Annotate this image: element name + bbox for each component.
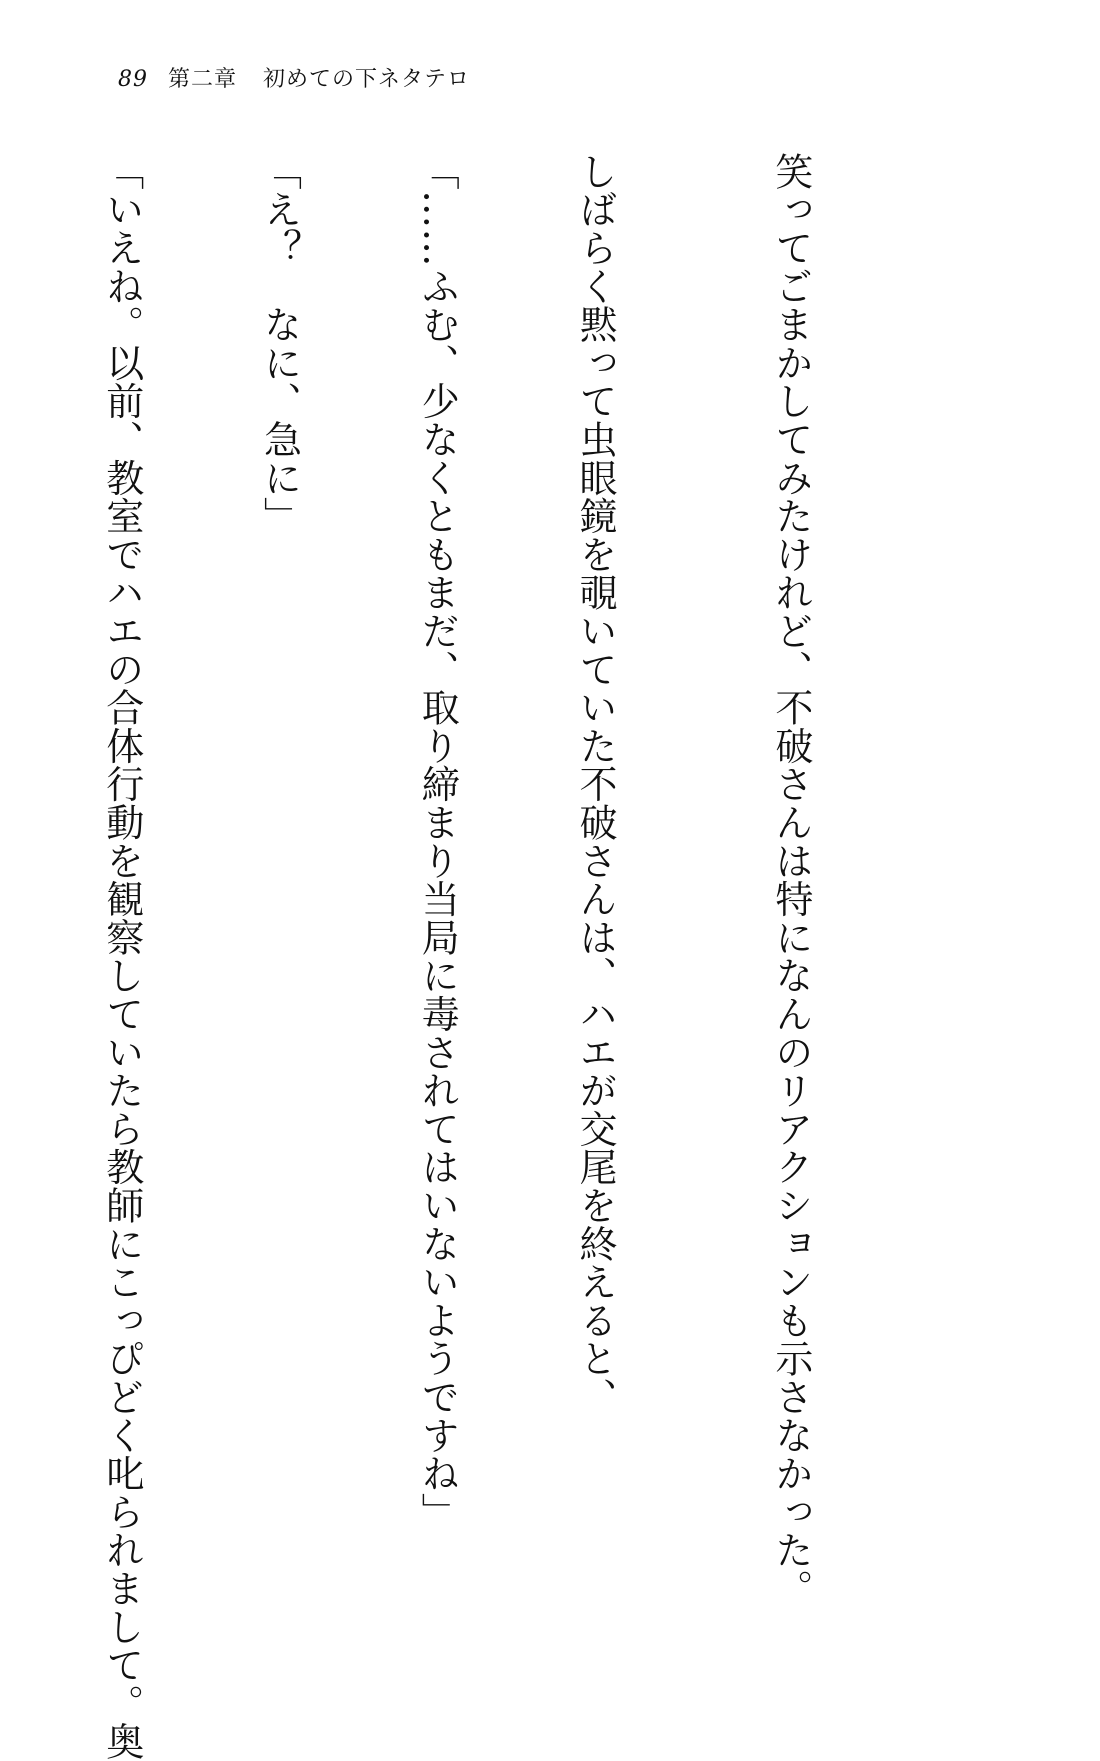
text-line: 「……ふむ、少なくともまだ、取り締まり当局に毒されてはいないようですね」	[415, 152, 460, 1531]
text-line: しばらく黙って虫眼鏡を覗いていた不破さんは、ハエが交尾を終えると、	[573, 152, 618, 1416]
text-line: 笑ってごまかしてみたけれど、不破さんは特になんのリアクションも示さなかった。	[768, 152, 813, 1608]
chapter-title: 初めての下ネタテロ	[263, 67, 471, 92]
vertical-text-body	[0, 152, 960, 1761]
text-line: 「いえね。以前、教室でハエの合体行動を観察していたら教師にこっぴどく叱られまして。奥	[99, 152, 144, 1761]
text-line: 「え？ なに、急に」	[257, 152, 302, 535]
chapter-label: 第二章	[168, 67, 238, 92]
running-header	[118, 62, 470, 93]
page-number: 89	[118, 67, 148, 92]
